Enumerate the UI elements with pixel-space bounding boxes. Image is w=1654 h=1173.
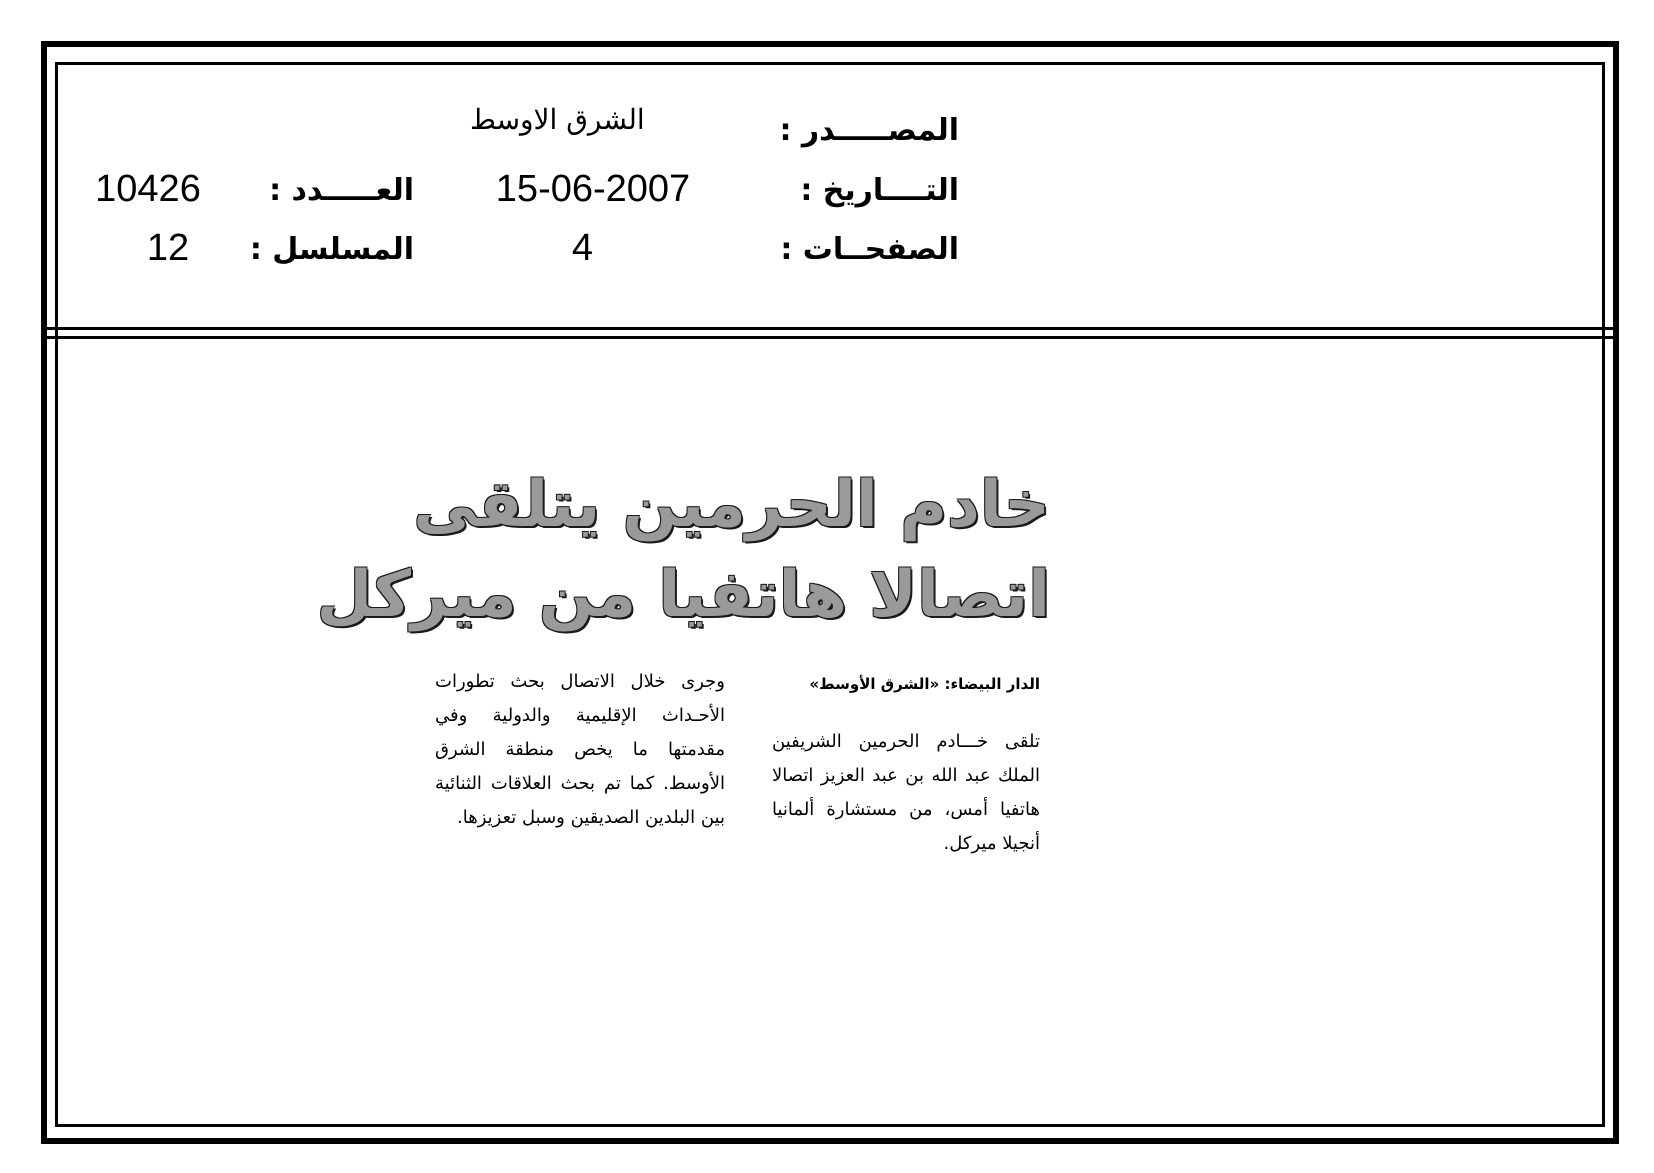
pages-value: 4 xyxy=(571,227,594,269)
headline-line-1: خادم الحرمين يتلقى xyxy=(413,468,1050,542)
serial-value: 12 xyxy=(146,227,190,269)
article-column-right: تلقى خـــادم الحرمين الشريفين الملك عبد الله بن عبد العزيز اتصالا هاتفيا أمس، من مستشارة ألمانيا أنجيلا ميركل. xyxy=(772,731,1040,854)
article-column-left: وجرى خلال الاتصال بحث تطورات الأحـداث الإقليمية والدولية وفي مقدمتها ما يخص منطقة الشرق الأوسط. كما تم بحث العلاقات الثنائية بين البلدين الصديقين وسبل تعزيزها. xyxy=(435,671,725,828)
headline-line-2: اتصالا هاتفيا من ميركل xyxy=(316,558,1050,632)
header-divider xyxy=(44,327,1616,339)
pages-label: الصفحــات : xyxy=(780,232,959,267)
byline: الدار البيضاء: «الشرق الأوسط» xyxy=(809,675,1040,693)
newspaper-clipping xyxy=(316,440,1050,920)
date-value: 15-06-2007 xyxy=(495,168,691,210)
serial-label: المسلسل : xyxy=(249,232,414,267)
source-label: المصـــــدر : xyxy=(779,113,959,148)
issue-value: 10426 xyxy=(95,168,201,210)
source-value: الشرق الاوسط xyxy=(470,103,645,136)
issue-label: العـــــدد : xyxy=(269,173,414,208)
date-label: التــــاريخ : xyxy=(800,173,959,208)
